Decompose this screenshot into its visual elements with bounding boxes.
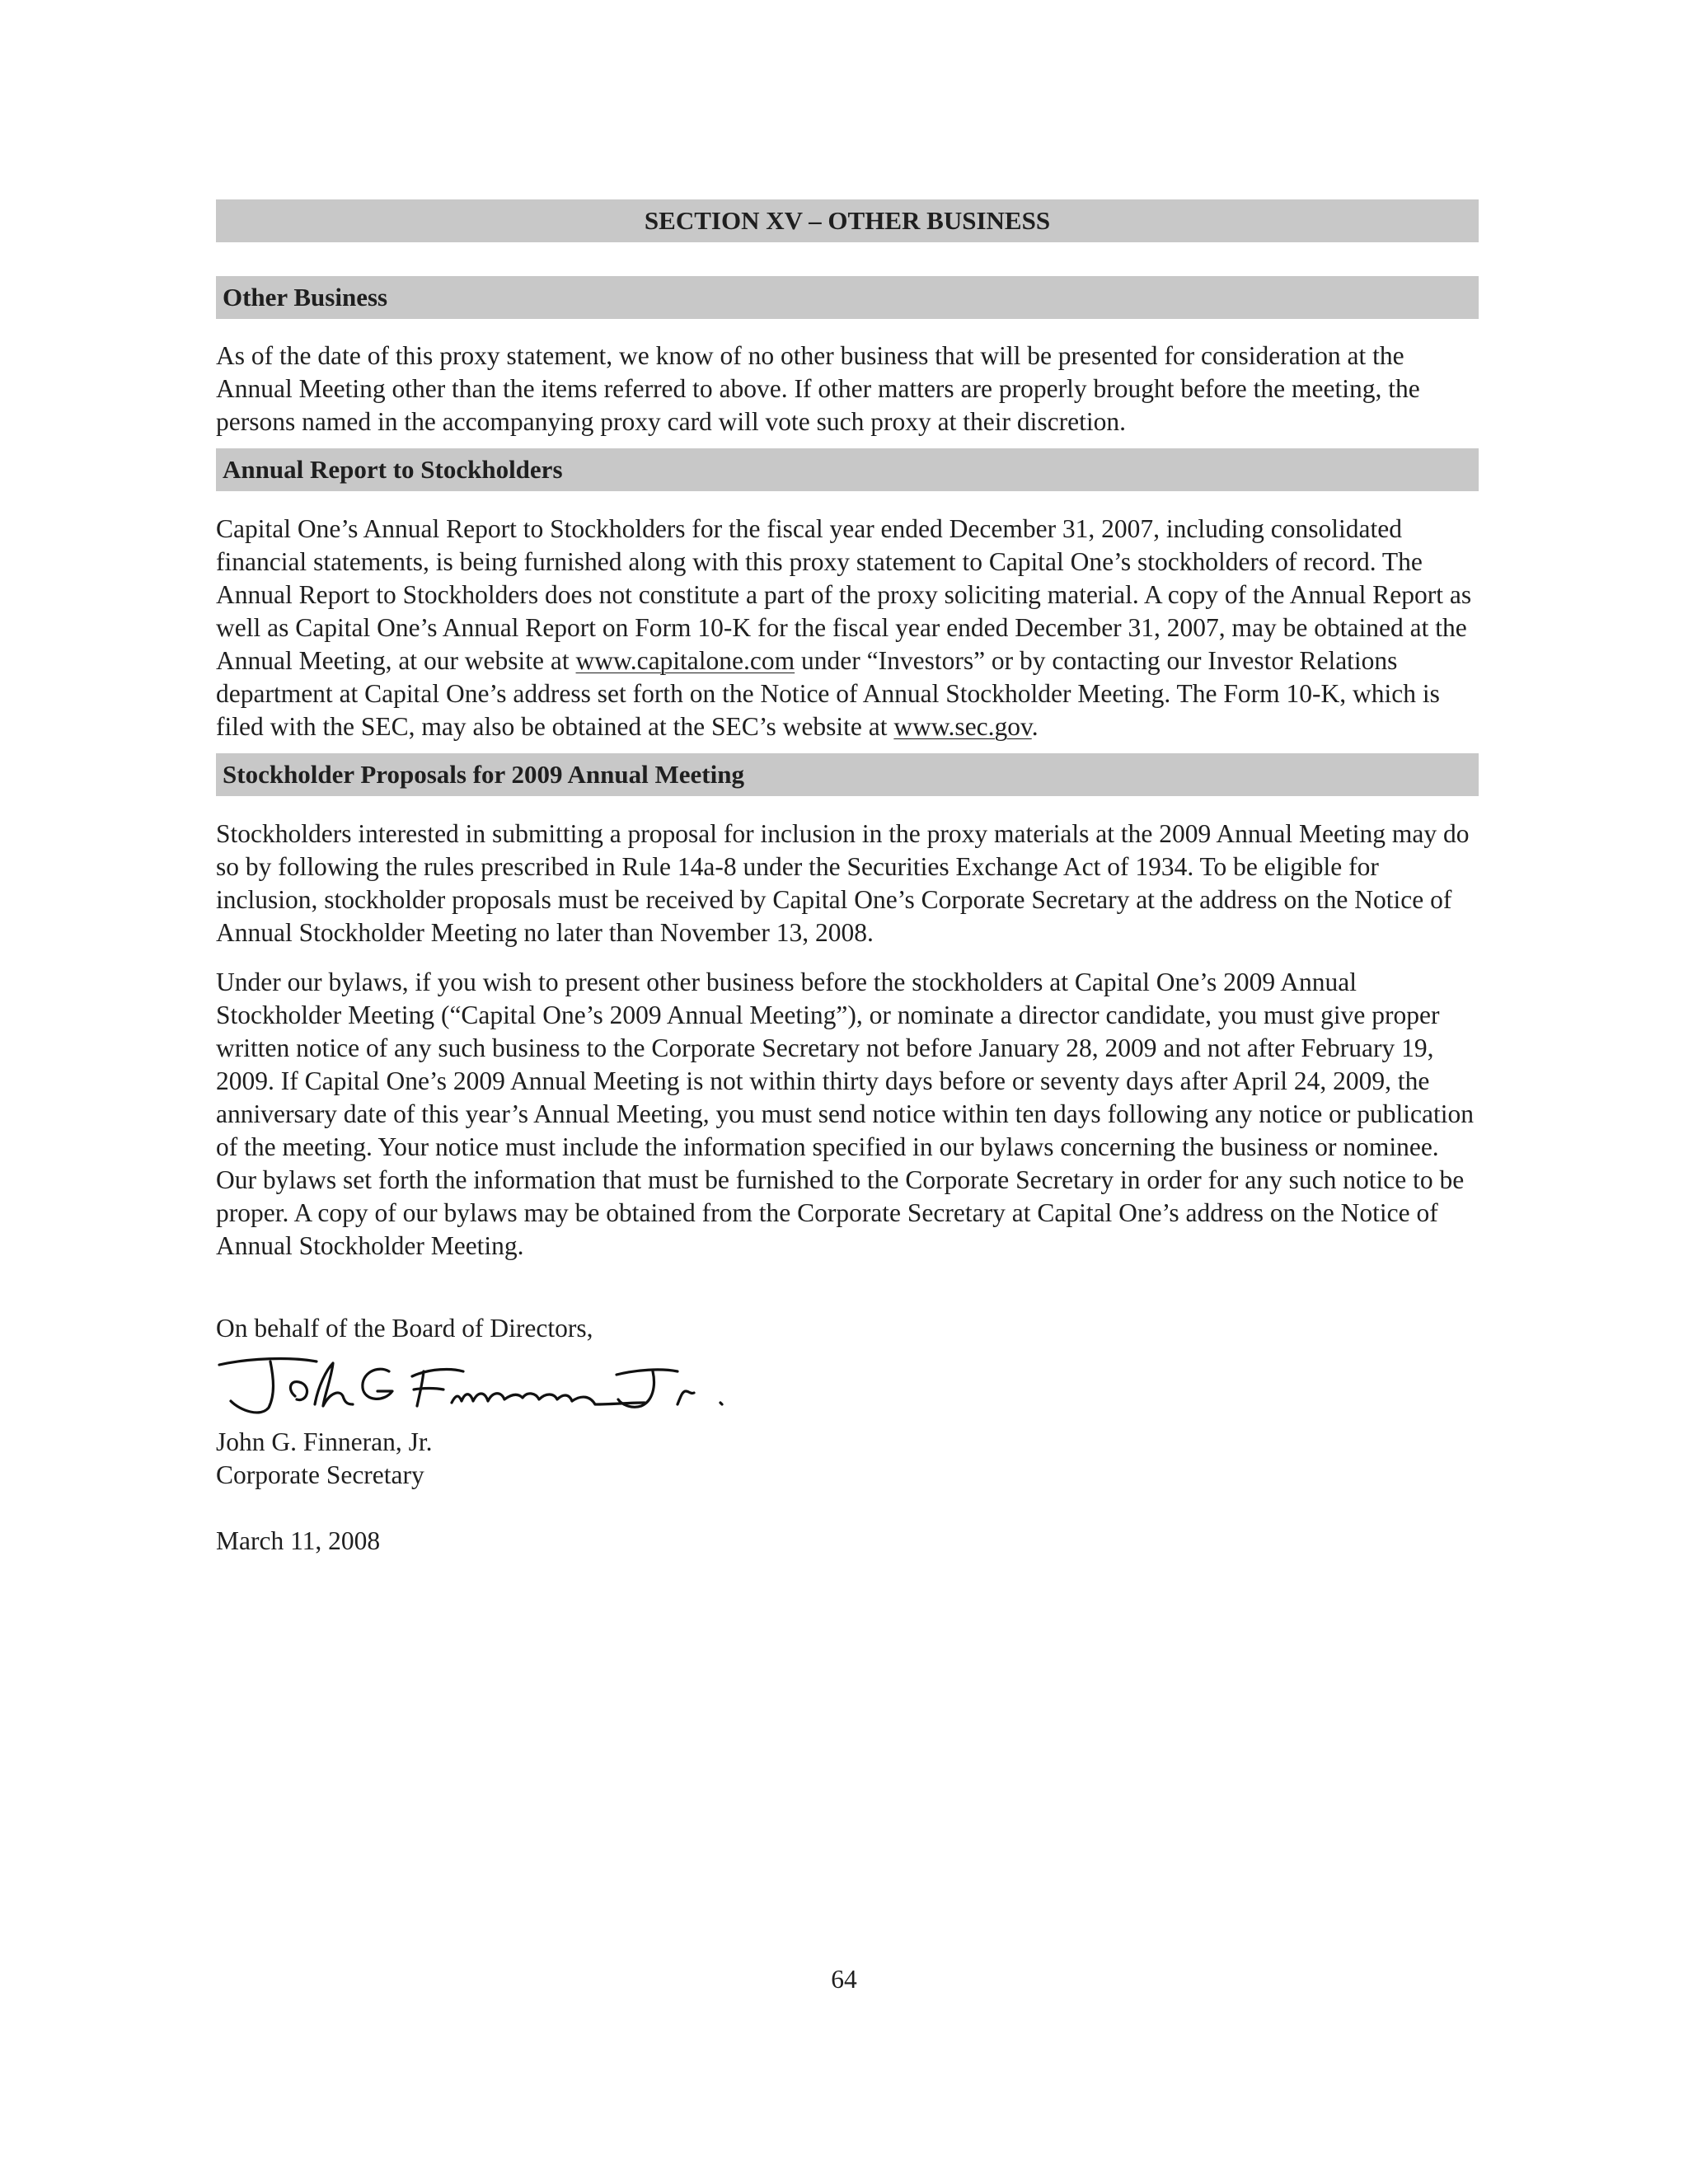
annual-report-text-1: Capital One’s Annual Report to Stockholders for the fiscal year ended December 31, 2007, including consolidated financial statements, is being furnished along with this proxy statement to Capital One’s stockholders of record. The Annual Report to Stockholders does not constitute a part of the proxy soliciting material. A copy of the Annual Report as well as Capital One’s Annual Report on Form 10-K for the fiscal year ended December 31, 2007, may be obtained at the Annual Meeting, at our website at: [216, 514, 1472, 675]
page-number: 64: [831, 1965, 857, 1994]
signature-image: [216, 1353, 776, 1419]
section-title: SECTION XV – OTHER BUSINESS: [216, 199, 1479, 242]
sec-link[interactable]: www.sec.gov: [893, 712, 1032, 741]
other-business-paragraph: As of the date of this proxy statement, we know of no other business that will be presented for consideration at the Annual Meeting other than the items referred to above. If other matters are properly brought before the meeting, the persons named in the accompanying proxy card will vote such proxy at their discretion.: [216, 341, 1420, 436]
signer-title: Corporate Secretary: [216, 1460, 424, 1489]
annual-report-text-3: .: [1031, 712, 1039, 741]
proposals-heading: Stockholder Proposals for 2009 Annual Meeting: [216, 753, 1479, 796]
annual-report-paragraph: [216, 513, 1479, 743]
closing-block: [216, 1312, 1479, 1558]
closing-date: March 11, 2008: [216, 1526, 381, 1555]
signer-name: John G. Finneran, Jr.: [216, 1427, 433, 1456]
document-page: [216, 199, 1479, 1558]
proposals-paragraph-1: Stockholders interested in submitting a proposal for inclusion in the proxy materials at the 2009 Annual Meeting may do so by following the rules prescribed in Rule 14a-8 under the Securities Exchange Act of 1934. To be eligible for inclusion, stockholder proposals must be received by Capital One’s Corporate Secretary at the address on the Notice of Annual Stockholder Meeting no later than November 13, 2008.: [216, 819, 1470, 947]
annual-report-heading: Annual Report to Stockholders: [216, 448, 1479, 491]
proposals-paragraph-2: Under our bylaws, if you wish to present other business before the stockholders at Capital One’s 2009 Annual Stockholder Meeting (“Capital One’s 2009 Annual Meeting”), or nominate a director candidate, you must give proper written notice of any such business to the Corporate Secretary not before January 28, 2009 and not after February 19, 2009. If Capital One’s 2009 Annual Meeting is not within thirty days before or seventy days after April 24, 2009, the anniversary date of this year’s Annual Meeting, you must send notice within ten days following any notice or publication of the meeting. Your notice must include the information specified in our bylaws concerning the business or nominee. Our bylaws set forth the information that must be furnished to the Corporate Secretary in order for any such notice to be proper. A copy of our bylaws may be obtained from the Corporate Secretary at Capital One’s address on the Notice of Annual Stockholder Meeting.: [216, 968, 1474, 1260]
annual-report-text-2: under “Investors” or by contacting our Investor Relations department at Capital One’s address set forth on the Notice of Annual Stockholder Meeting. The Form 10-K, which is filed with the SEC, may also be obtained at the SEC’s website at: [216, 646, 1440, 741]
capitalone-link[interactable]: www.capitalone.com: [575, 646, 795, 675]
other-business-heading: Other Business: [216, 276, 1479, 319]
closing-salutation: On behalf of the Board of Directors,: [216, 1314, 593, 1343]
